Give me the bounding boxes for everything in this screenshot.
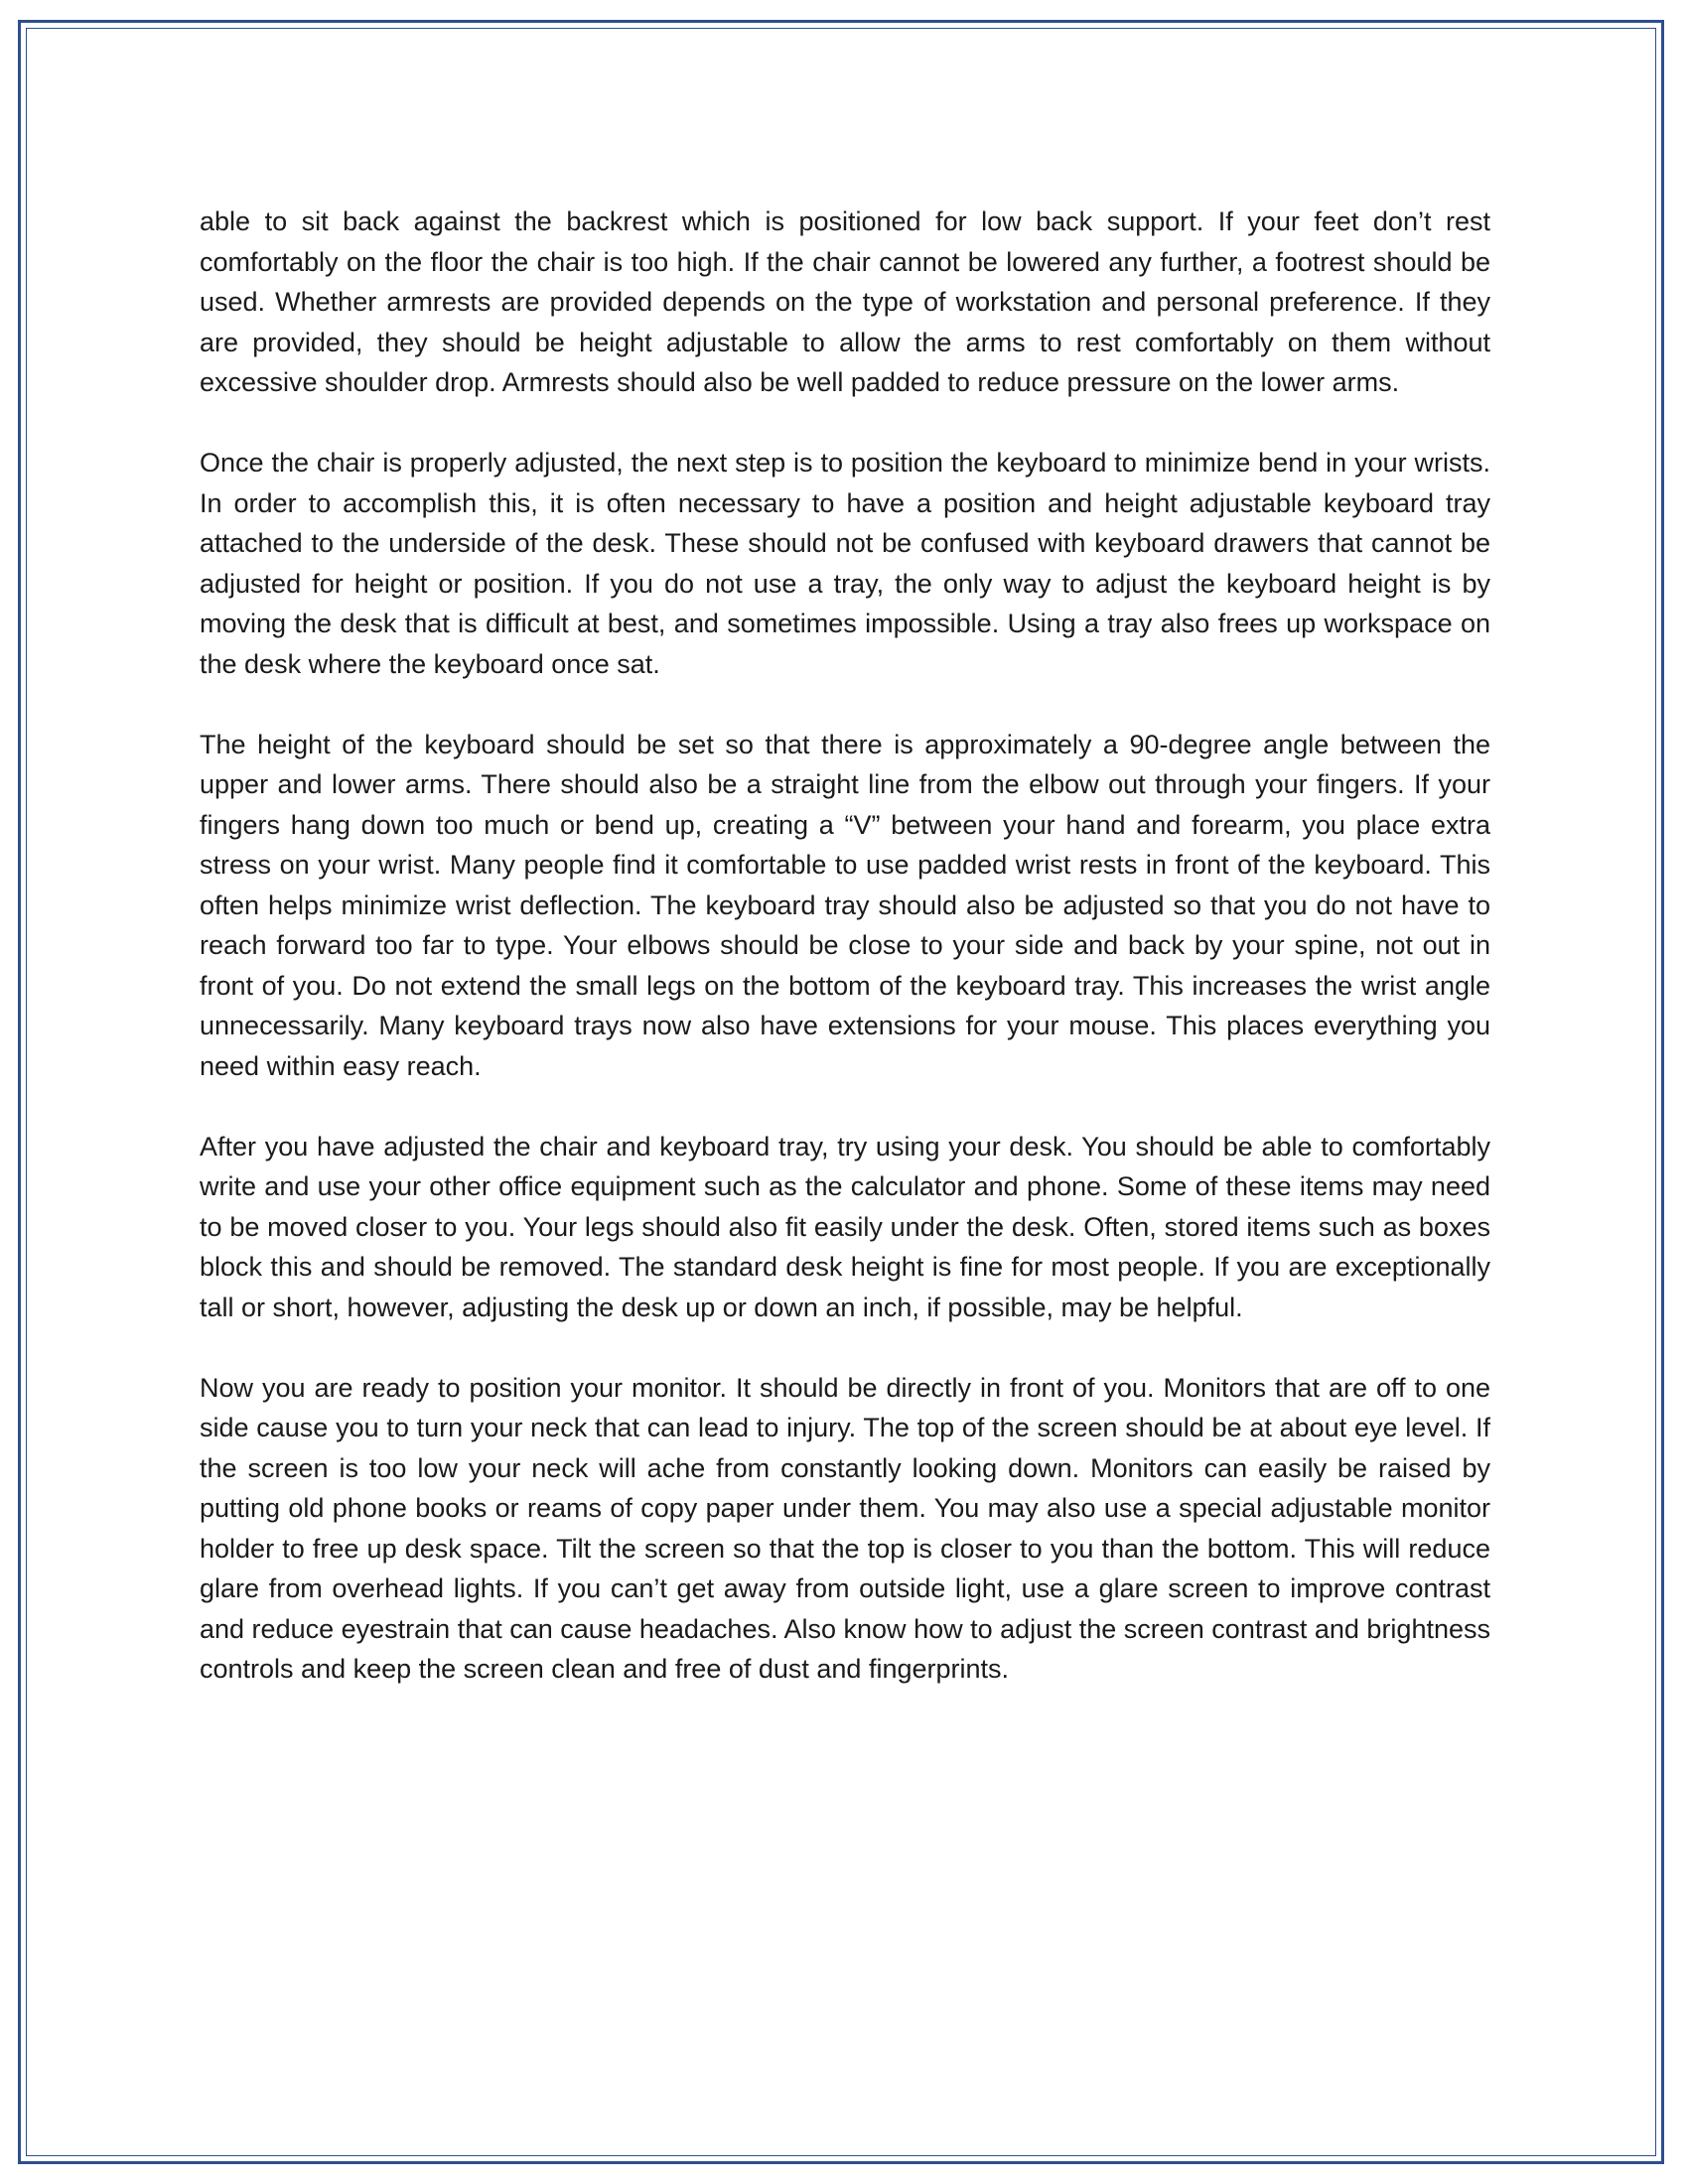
- paragraph-desk: After you have adjusted the chair and keyboard tray, try using your desk. You should be able to comfortably write and use your other office equipment such as the calculator and phone. Some of these items may need to be moved closer to you. Your legs should also fit easily under the desk. Often, stored items such as boxes block this and should be removed. The standard desk height is fine for most people. If you are exceptionally tall or short, however, adjusting the desk up or down an inch, if possible, may be helpful.: [200, 1131, 1490, 1322]
- paragraph-keyboard-tray: Once the chair is properly adjusted, the next step is to position the keyboard to minimize bend in your wrists. In order to accomplish this, it is often necessary to have a position and height adjustable keyboard tray attached to the underside of the desk. These should not be confused with keyboard drawers that cannot be adjusted for height or position. If you do not use a tray, the only way to adjust the keyboard height is by moving the desk that is difficult at best, and sometimes impossible. Using a tray also frees up workspace on the desk where the keyboard once sat.: [200, 448, 1490, 679]
- paragraph-monitor: Now you are ready to position your monitor. It should be directly in front of you. Monitors that are off to one side cause you to turn your neck that can lead to injury. The top of the screen should be at about eye level. If the screen is too low your neck will ache from constantly looking down. Monitors can easily be raised by putting old phone books or reams of copy paper under them. You may also use a special adjustable monitor holder to free up desk space. Tilt the screen so that the top is closer to you than the bottom. This will reduce glare from overhead lights. If you can’t get away from outside light, use a glare screen to improve contrast and reduce eyestrain that can cause headaches. Also know how to adjust the screen contrast and brightness controls and keep the screen clean and free of dust and fingerprints.: [200, 1372, 1490, 1684]
- paragraph-chair-backrest: able to sit back against the backrest which is positioned for low back support. If your feet don’t rest comfortably on the floor the chair is too high. If the chair cannot be lowered any further, a footrest should be used. Whether armrests are provided depends on the type of workstation and personal preference. If they are provided, they should be height adjustable to allow the arms to rest comfortably on them without excessive shoulder drop. Armrests should also be well padded to reduce pressure on the lower arms.: [200, 206, 1490, 397]
- paragraph-keyboard-height: The height of the keyboard should be set so that there is approximately a 90-degree angle between the upper and lower arms. There should also be a straight line from the elbow out through your fingers. If your fingers hang down too much or bend up, creating a “V” between your hand and forearm, you place extra stress on your wrist. Many people find it comfortable to use padded wrist rests in front of the keyboard. This often helps minimize wrist deflection. The keyboard tray should also be adjusted so that you do not have to reach forward too far to type. Your elbows should be close to your side and back by your spine, not out in front of you. Do not extend the small legs on the bottom of the keyboard tray. This increases the wrist angle unnecessarily. Many keyboard trays now also have extensions for your mouse. This places everything you need within easy reach.: [200, 729, 1490, 1081]
- document-body: [200, 202, 1490, 1690]
